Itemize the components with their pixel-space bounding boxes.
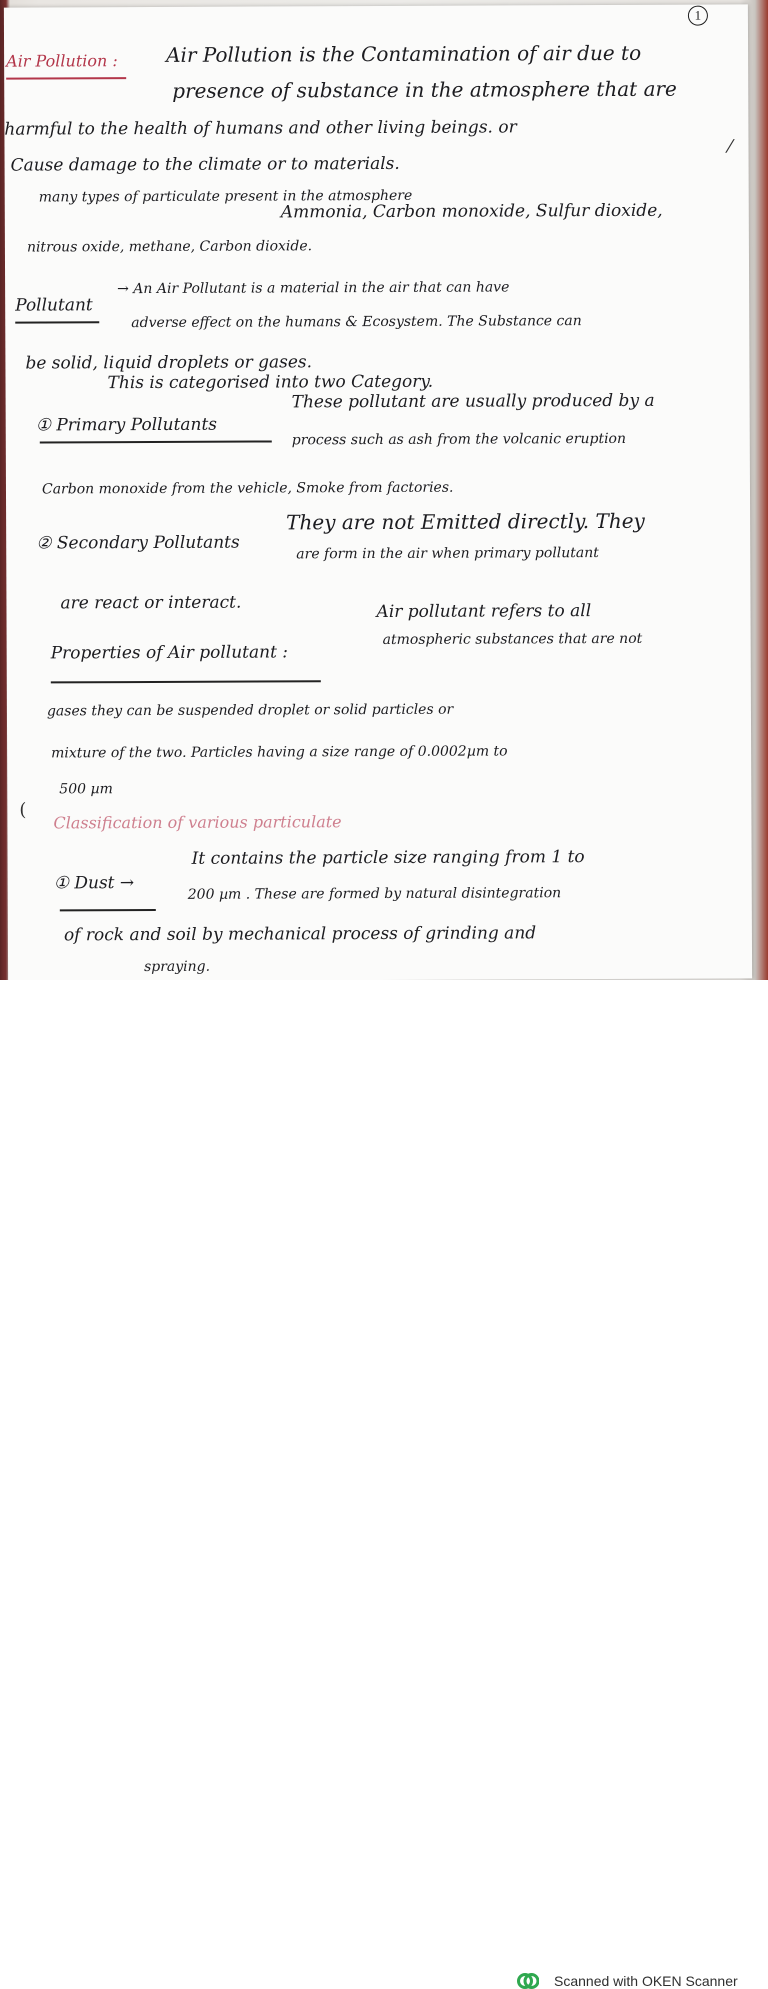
line-text: presence of substance in the atmosphere that are xyxy=(172,76,677,103)
scanner-footer xyxy=(0,980,768,1989)
line-text: nitrous oxide, methane, Carbon dioxide. xyxy=(26,238,313,256)
line-text: Air pollutant refers to all xyxy=(376,601,592,623)
line-text: harmful to the health of humans and other living beings. or xyxy=(4,117,517,140)
page-number: 1 xyxy=(688,6,708,26)
margin-mark: ⁄ xyxy=(728,136,732,158)
line-text: are form in the air when primary pollutant xyxy=(296,545,599,563)
line-text: 500 µm xyxy=(59,781,113,798)
oken-scanner-logo-icon xyxy=(517,1973,539,1989)
heading-underline xyxy=(40,440,272,443)
line-text: process such as ash from the volcanic eruption xyxy=(291,430,627,449)
line-text: 200 µm . These are formed by natural disintegration xyxy=(187,885,562,903)
secondary-pollutants-heading: ② Secondary Pollutants xyxy=(36,532,240,554)
line-text: adverse effect on the humans & Ecosystem. The Substance can xyxy=(131,313,582,332)
primary-pollutants-heading: ① Primary Pollutants xyxy=(35,414,218,436)
line-text: It contains the particle size ranging from 1 to xyxy=(191,847,585,869)
line-text: Cause damage to the climate or to materials. xyxy=(10,153,400,176)
line-text: Air Pollution is the Contamination of air due to xyxy=(166,40,642,67)
line-text: Carbon monoxide from the vehicle, Smoke from factories. xyxy=(41,479,454,498)
line-text: Ammonia, Carbon monoxide, Sulfur dioxide, xyxy=(280,200,663,223)
heading-underline xyxy=(6,77,126,79)
dust-heading: ① Dust → xyxy=(53,873,135,894)
line-text: many types of particulate present in the atmosphere xyxy=(38,187,413,206)
line-text: be solid, liquid droplets or gases. xyxy=(25,352,313,374)
heading-underline xyxy=(15,321,99,323)
classification-heading: Classification of various particulate xyxy=(53,812,342,833)
line-text: of rock and soil by mechanical process of grinding and xyxy=(63,923,537,946)
line-text: are react or interact. xyxy=(60,592,242,614)
line-text: They are not Emitted directly. They xyxy=(286,508,645,535)
scanner-watermark-text: Scanned with OKEN Scanner xyxy=(554,1973,738,1989)
margin-mark: ( xyxy=(19,799,27,821)
properties-heading: Properties of Air pollutant : xyxy=(50,642,289,664)
line-text: These pollutant are usually produced by a xyxy=(291,390,655,413)
line-text: spraying. xyxy=(144,958,211,976)
line-text: mixture of the two. Particles having a size range of 0.0002µm to xyxy=(51,743,508,762)
notebook-page xyxy=(4,4,752,981)
air-pollution-heading: Air Pollution : xyxy=(6,51,118,71)
line-text: → An Air Pollutant is a material in the air that can have xyxy=(117,279,510,298)
line-text: This is categorised into two Category. xyxy=(107,371,434,394)
line-text: gases they can be suspended droplet or solid particles or xyxy=(46,701,454,720)
line-text: atmospheric substances that are not xyxy=(382,630,643,648)
heading-underline xyxy=(51,680,321,683)
heading-underline xyxy=(60,909,156,911)
pollutant-heading: Pollutant xyxy=(15,295,93,316)
